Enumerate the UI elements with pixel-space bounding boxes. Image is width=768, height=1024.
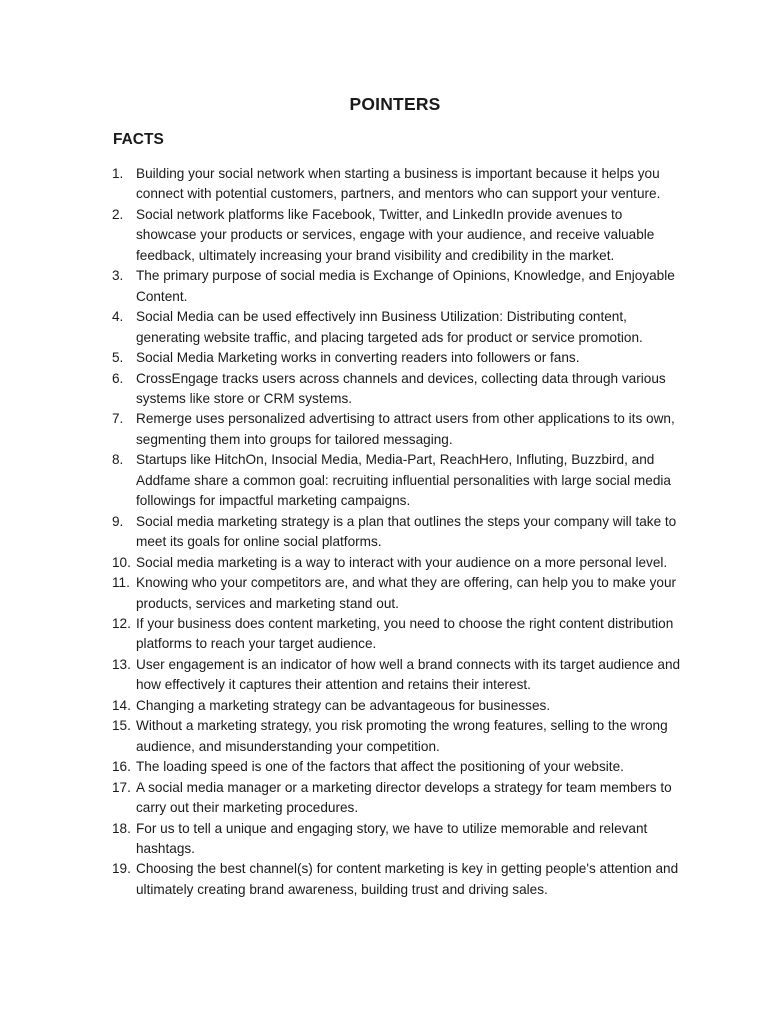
fact-number: 9. bbox=[112, 513, 124, 529]
fact-text: Social media marketing strategy is a plan that outlines the steps your company will take to meet its goals for online social platforms. bbox=[136, 513, 677, 550]
fact-number: 18. bbox=[112, 820, 131, 836]
fact-item bbox=[112, 266, 684, 307]
fact-text: The loading speed is one of the factors that affect the positioning of your website. bbox=[136, 759, 624, 775]
fact-text: User engagement is an indicator of how well a brand connects with its target audience and how effectively it captures their attention and retains their interest. bbox=[136, 656, 681, 693]
fact-item bbox=[112, 819, 684, 860]
fact-item bbox=[112, 859, 684, 900]
fact-number: 1. bbox=[112, 166, 124, 181]
fact-text: Social media marketing is a way to interact with your audience on a more personal level. bbox=[136, 554, 668, 570]
fact-item bbox=[112, 655, 684, 696]
fact-text: A social media manager or a marketing director develops a strategy for team members to carry out their marketing procedures. bbox=[136, 779, 672, 816]
fact-number: 13. bbox=[112, 656, 131, 672]
fact-item bbox=[112, 512, 684, 553]
fact-number: 16. bbox=[112, 759, 131, 775]
fact-item bbox=[112, 778, 684, 819]
fact-text: The primary purpose of social media is Exchange of Opinions, Knowledge, and Enjoyable Content. bbox=[136, 268, 675, 304]
fact-text: Changing a marketing strategy can be advantageous for businesses. bbox=[136, 697, 551, 713]
fact-item bbox=[112, 348, 684, 368]
fact-text: CrossEngage tracks users across channels and devices, collecting data through various systems like store or CRM systems. bbox=[136, 370, 666, 406]
fact-item bbox=[112, 205, 684, 266]
fact-text: Startups like HitchOn, Insocial Media, Media-Part, ReachHero, Influting, Buzzbird, and Addfame share a common goal: recruiting influential personalities with large social media followings for impactful marketing campaigns. bbox=[136, 452, 671, 509]
fact-number: 12. bbox=[112, 615, 131, 631]
fact-number: 5. bbox=[112, 350, 124, 366]
fact-text: Choosing the best channel(s) for content marketing is key in getting people's attention and ultimately creating brand awareness, building trust and driving sales. bbox=[136, 861, 679, 897]
fact-number: 7. bbox=[112, 411, 124, 427]
fact-number: 6. bbox=[112, 370, 124, 386]
fact-text: Knowing who your competitors are, and what they are offering, can help you to make your products, services and marketing stand out. bbox=[136, 575, 677, 611]
fact-number: 17. bbox=[112, 779, 131, 795]
fact-number: 19. bbox=[112, 861, 131, 877]
fact-text: Remerge uses personalized advertising to attract users from other applications to its own, segmenting them into groups for tailored messaging. bbox=[136, 411, 675, 447]
fact-number: 3. bbox=[112, 268, 124, 284]
fact-item bbox=[112, 553, 684, 573]
fact-text: Building your social network when starting a business is important because it helps you connect with potential customers, partners, and mentors who can support your venture. bbox=[136, 166, 661, 202]
fact-item bbox=[112, 573, 684, 614]
fact-text: If your business does content marketing, you need to choose the right content distribution platforms to reach your target audience. bbox=[136, 615, 674, 652]
fact-item bbox=[112, 757, 684, 777]
section-heading: FACTS bbox=[113, 131, 164, 148]
fact-text: Social network platforms like Facebook, Twitter, and LinkedIn provide avenues to showcase your products or services, engage with your audience, and receive valuable feedback, ultimately increasing your brand visibility and credibility in the market. bbox=[136, 206, 655, 263]
fact-text: Without a marketing strategy, you risk promoting the wrong features, selling to the wrong audience, and misunderstanding your competition. bbox=[136, 718, 668, 754]
fact-text: Social Media can be used effectively inn Business Utilization: Distributing content, generating website traffic, and placing targeted ads for product or service promotion. bbox=[136, 309, 643, 345]
fact-number: 8. bbox=[112, 452, 124, 468]
fact-item bbox=[112, 450, 684, 511]
fact-item bbox=[112, 409, 684, 450]
fact-item bbox=[112, 614, 684, 655]
fact-item bbox=[112, 369, 684, 410]
fact-number: 2. bbox=[112, 206, 124, 222]
page-title: POINTERS bbox=[349, 94, 441, 114]
facts-list bbox=[112, 164, 684, 900]
fact-number: 14. bbox=[112, 697, 131, 713]
fact-item bbox=[112, 307, 684, 348]
fact-number: 10. bbox=[112, 554, 131, 570]
fact-number: 11. bbox=[112, 575, 130, 591]
fact-number: 15. bbox=[112, 718, 131, 734]
fact-text: Social Media Marketing works in converting readers into followers or fans. bbox=[136, 350, 580, 366]
fact-item bbox=[112, 164, 684, 205]
fact-number: 4. bbox=[112, 309, 124, 325]
fact-item bbox=[112, 696, 684, 716]
fact-item bbox=[112, 716, 684, 757]
fact-text: For us to tell a unique and engaging story, we have to utilize memorable and relevant hashtags. bbox=[136, 820, 648, 856]
